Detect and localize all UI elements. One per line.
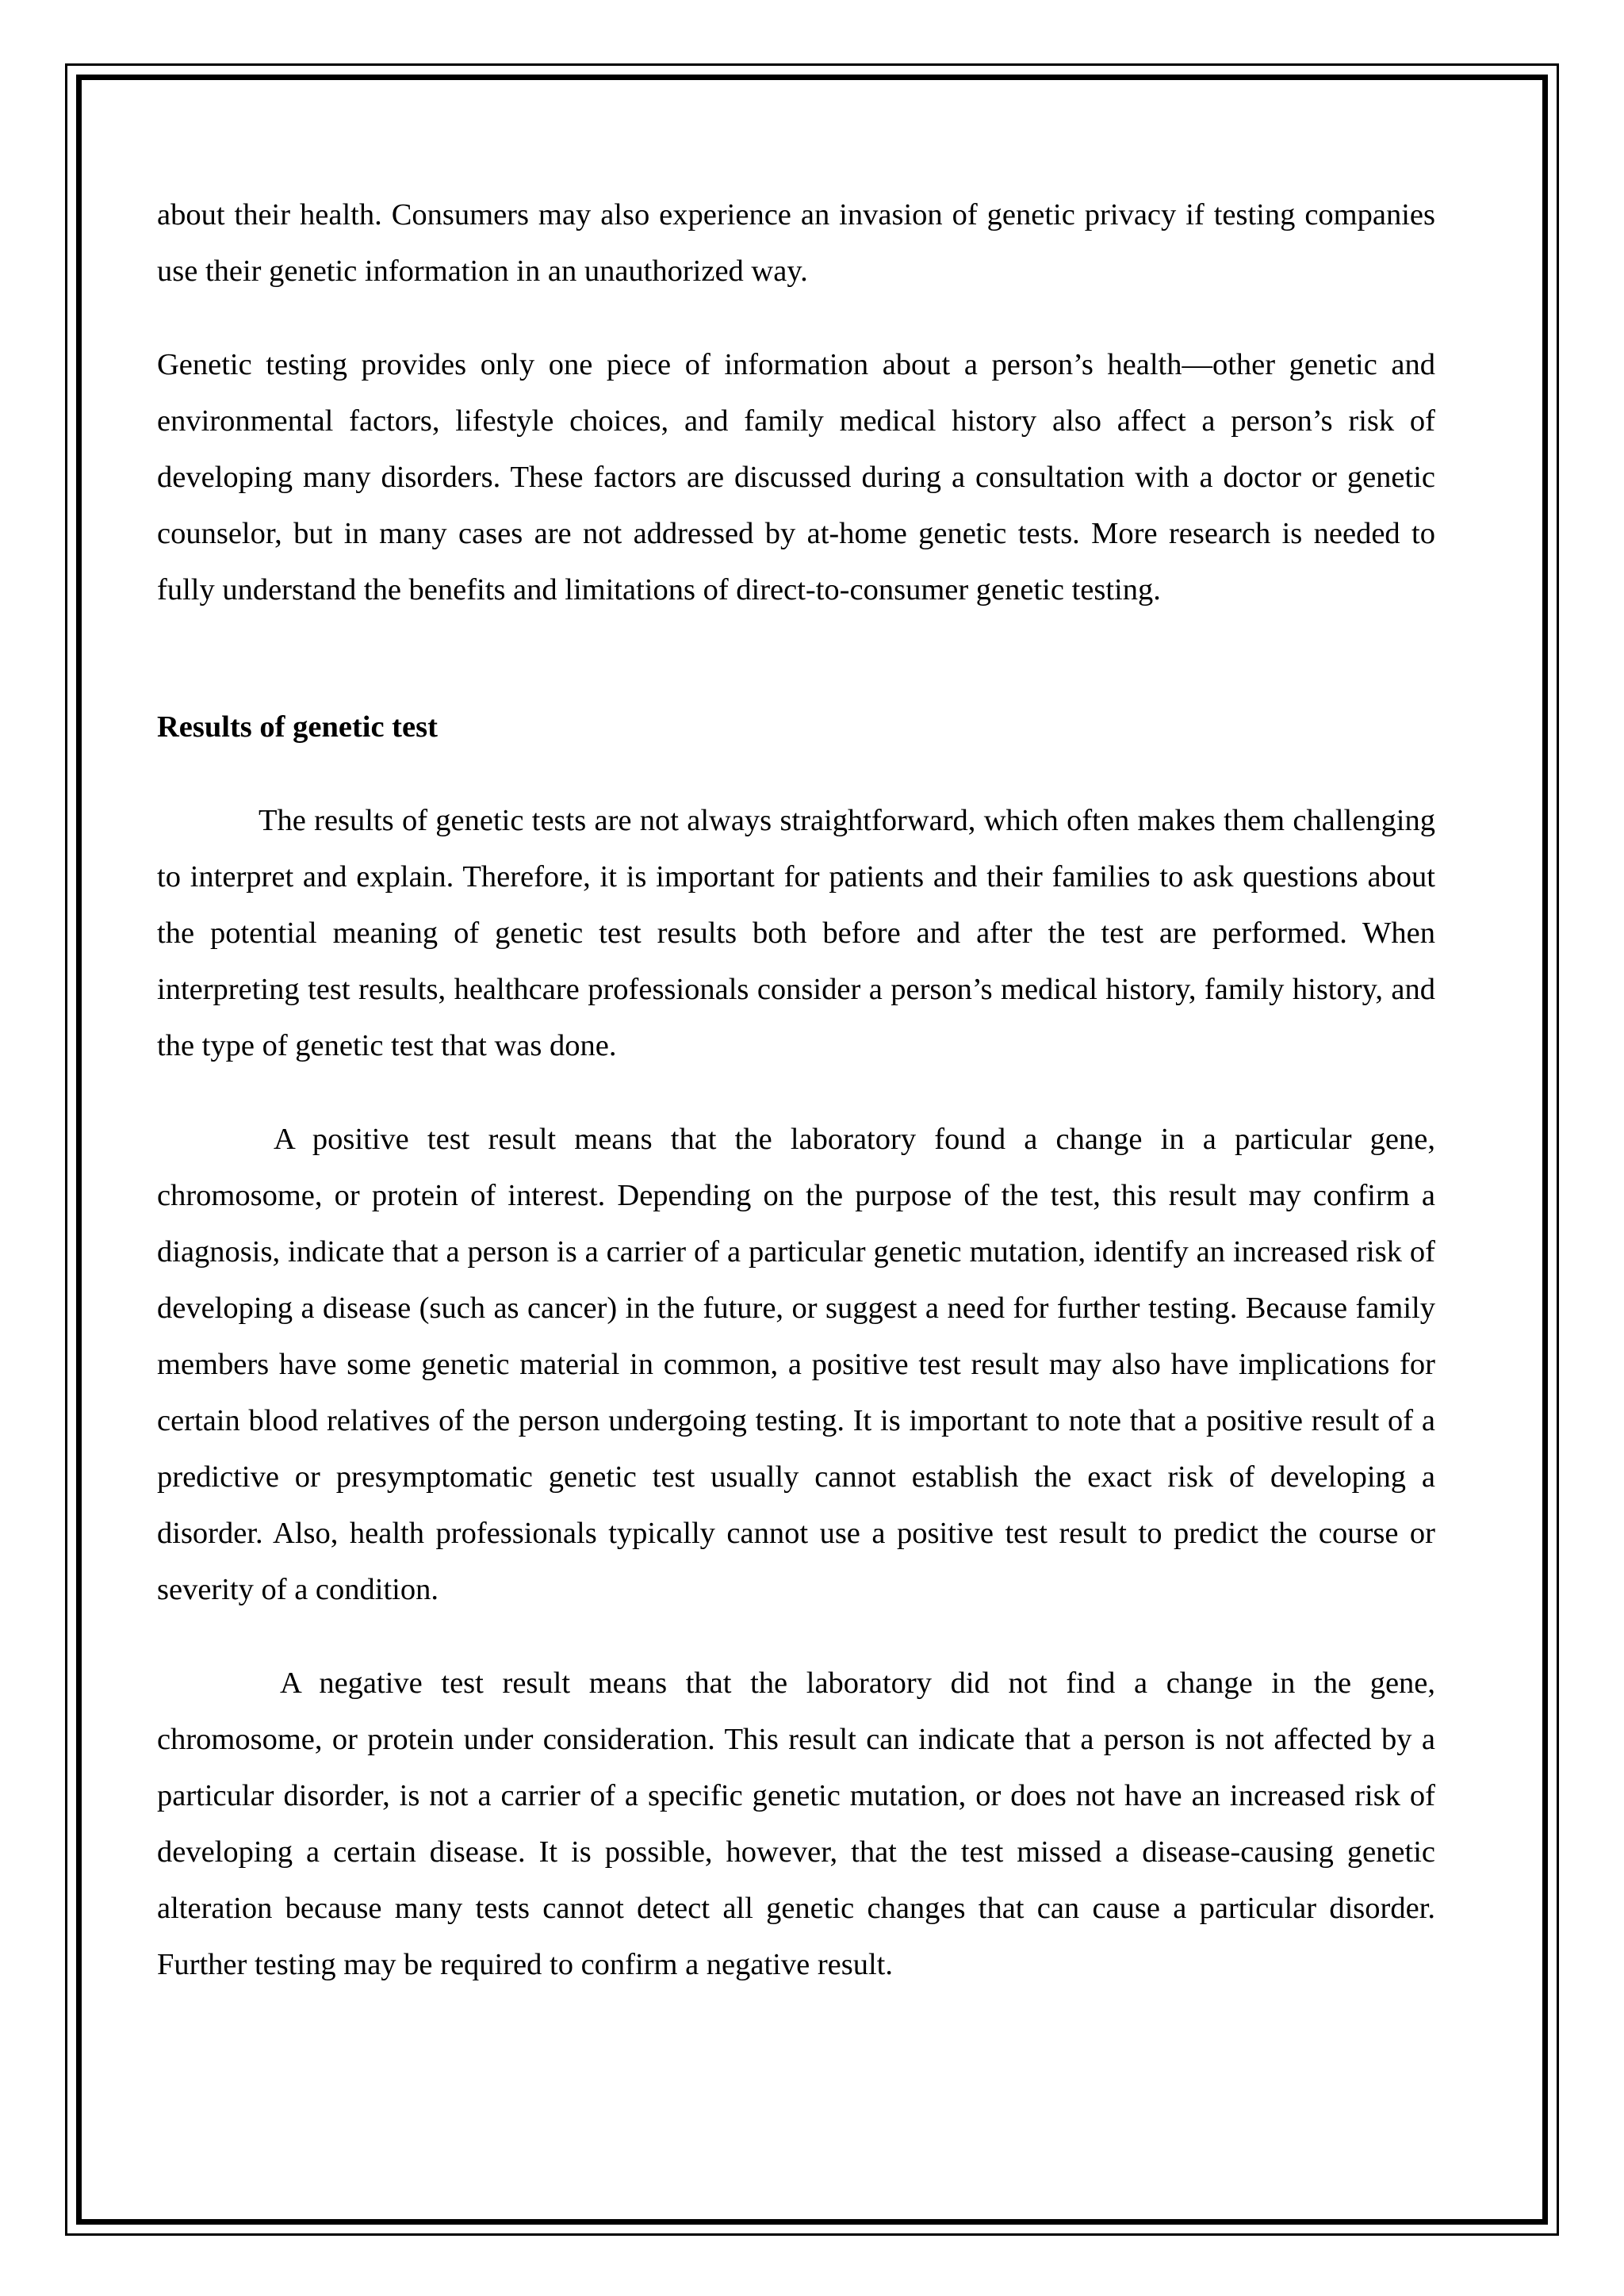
- paragraph-positive-result: A positive test result means that the laboratory found a change in a particular gene, chromosome, or protein of interest. Depending on the purpose of the test, this result may confirm a diagnosis, indicate that a person is a carrier of a particular genetic mutation, identify an increased risk of developing a disease (such as cancer) in the future, or suggest a need for further testing. Because family members have some genetic material in common, a positive test result may also have implications for certain blood relatives of the person undergoing testing. It is important to note that a positive result of a predictive or presymptomatic genetic test usually cannot establish the exact risk of developing a disorder. Also, health professionals typically cannot use a positive test result to predict the course or severity of a condition.: [157, 1123, 1435, 1606]
- section-heading: Results of genetic test: [157, 710, 438, 744]
- paragraph-negative-result: A negative test result means that the laboratory did not find a change in the gene, chromosome, or protein under consideration. This result can indicate that a person is not affected by a particular disorder, is not a carrier of a specific genetic mutation, or does not have an increased risk of developing a certain disease. It is possible, however, that the test missed a disease-causing genetic alteration because many tests cannot detect all genetic changes that can cause a particular disorder. Further testing may be required to confirm a negative result.: [157, 1667, 1435, 1981]
- document-body: [157, 187, 1435, 1993]
- paragraph-privacy: about their health. Consumers may also experience an invasion of genetic privacy if testing companies use their genetic information in an unauthorized way.: [157, 198, 1435, 288]
- paragraph-genetic-testing-info: Genetic testing provides only one piece of information about a person’s health—other genetic and environmental factors, lifestyle choices, and family medical history also affect a person’s risk of developing many disorders. These factors are discussed during a consultation with a doctor or genetic counselor, but in many cases are not addressed by at-home genetic tests. More research is needed to fully understand the benefits and limitations of direct-to-consumer genetic testing.: [157, 348, 1435, 607]
- paragraph-results-intro: The results of genetic tests are not always straightforward, which often makes them challenging to interpret and explain. Therefore, it is important for patients and their families to ask questions about the potential meaning of genetic test results both before and after the test are performed. When interpreting test results, healthcare professionals consider a person’s medical history, family history, and the type of genetic test that was done.: [157, 804, 1435, 1062]
